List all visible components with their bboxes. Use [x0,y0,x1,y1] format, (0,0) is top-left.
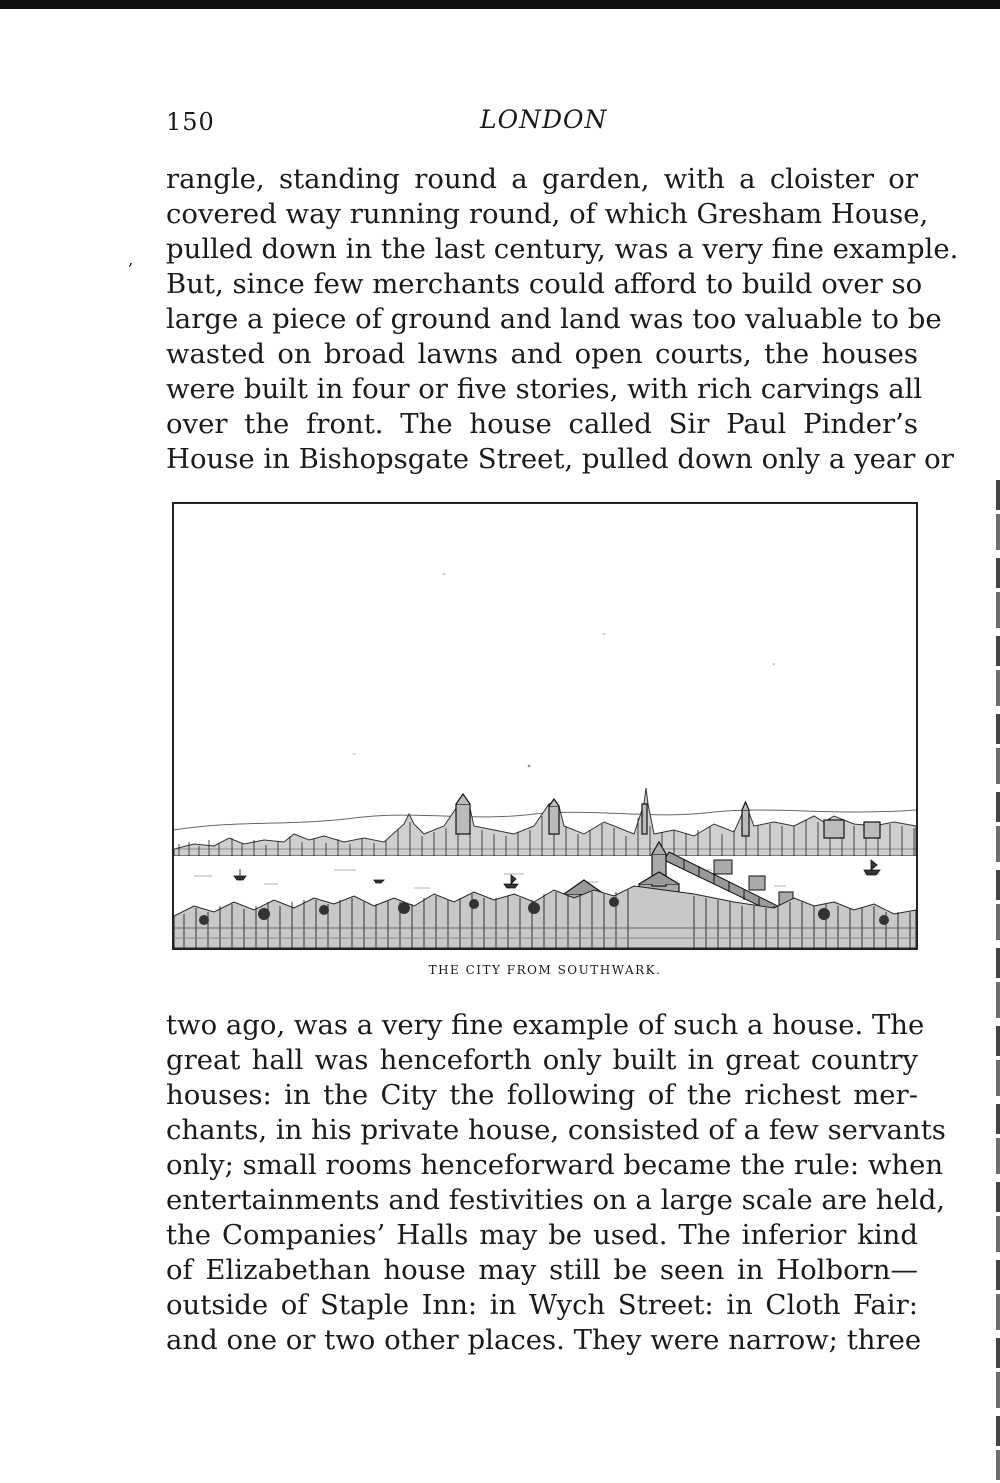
margin-mark: ‚ [128,250,134,269]
text-line: outside of Staple Inn: in Wych Street: in Cloth Fair: [166,1289,918,1321]
text-line: over the front. The house called Sir Paul Pinder’s [166,408,918,440]
text-line: of Elizabethan house may still be seen in Holborn— [166,1254,918,1286]
paragraph-2 [166,1008,946,1358]
page-number: 150 [166,108,215,136]
text-line: great hall was henceforth only built in great country [166,1044,918,1076]
text-line: large a piece of ground and land was too valuable to be [166,303,942,335]
text-line: pulled down in the last century, was a very fine example. [166,233,959,265]
text-line: House in Bishopsgate Street, pulled down only a year or [166,443,954,475]
figure-caption: THE CITY FROM SOUTHWARK. [428,963,662,977]
text-line: were built in four or five stories, with rich carvings all [166,373,923,405]
paragraph-1 [166,162,959,477]
scan-top-edge [0,0,1000,9]
text-line: only; small rooms henceforward became the rule: when [166,1149,944,1181]
text-line: houses: in the City the following of the richest mer- [166,1079,918,1111]
text-line: and one or two other places. They were narrow; three [166,1324,922,1356]
text-line: the Companies’ Halls may be used. The inferior kind [166,1219,918,1251]
text-line: covered way running round, of which Gresham House, [166,198,929,230]
running-title: LONDON [480,105,608,134]
text-line: chants, in his private house, consisted of a few servants [166,1114,946,1146]
scan-right-edge [996,480,1000,1480]
text-line: wasted on broad lawns and open courts, the houses [166,338,918,370]
text-line: two ago, was a very fine example of such a house. The [166,1009,925,1041]
skyline-engraving [174,504,916,948]
city-from-southwark-illustration [172,502,918,950]
text-line: entertainments and festivities on a large scale are held, [166,1184,946,1216]
text-line: rangle, standing round a garden, with a cloister or [166,163,918,195]
text-line: But, since few merchants could afford to build over so [166,268,923,300]
